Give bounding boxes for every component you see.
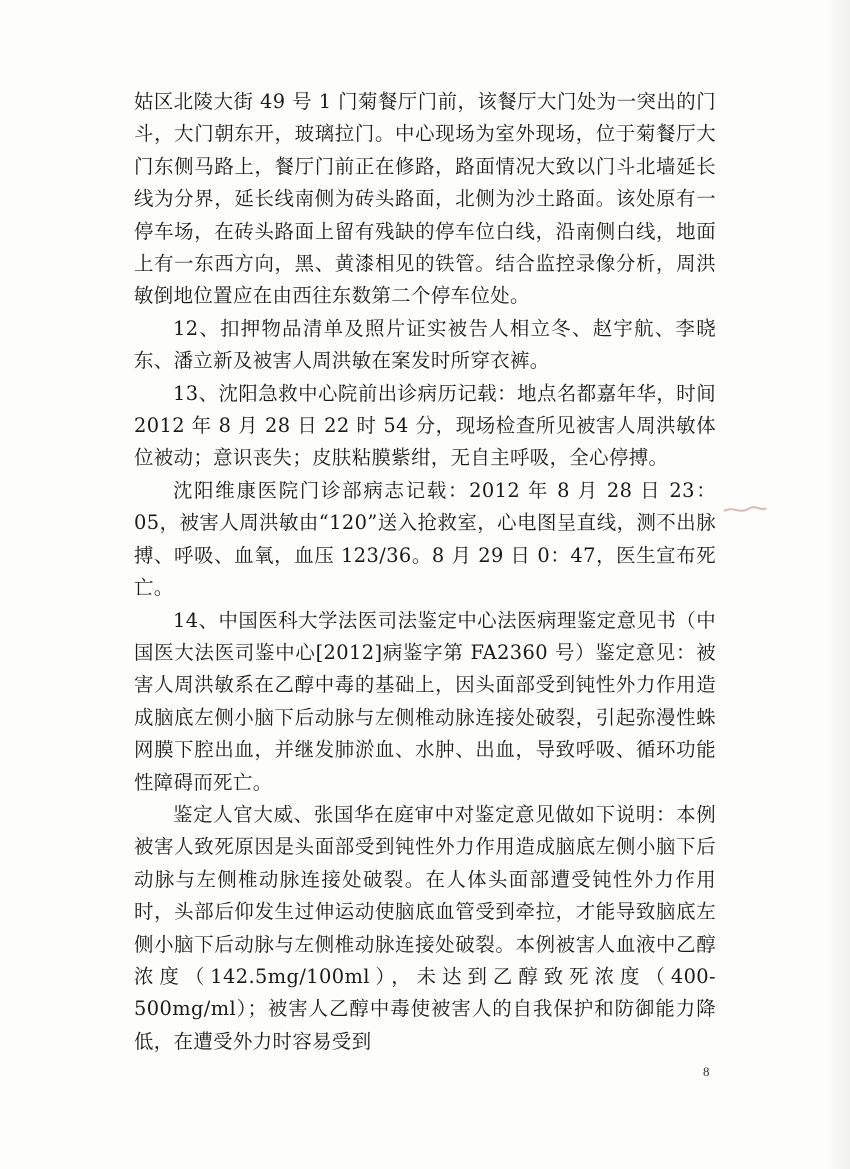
ink-smudge <box>722 502 768 518</box>
paragraph-expert-testimony: 鉴定人官大威、张国华在庭审中对鉴定意见做如下说明：本例被害人致死原因是头面部受到钝性外力作用造成脑底左侧小脑下后动脉与左侧椎动脉连接处破裂。在人体头面部遭受钝性外力作用时，头部后仰发生过伸运动使脑底血管受到牵拉，才能导致脑底左侧小脑下后动脉与左侧椎动脉连接处破裂。本例被害人血液中乙醇浓度（142.5mg/100ml），未达到乙醇致死浓度（400-500mg/ml）；被害人乙醇中毒使被害人的自我保护和防御能力降低，在遭受外力时容易受到 <box>134 802 716 1053</box>
paragraph-hospital-record: 沈阳维康医院门诊部病志记载：2012 年 8 月 28 日 23：05，被害人周洪敏由“120”送入抢救室，心电图呈直线，测不出脉搏、呼吸、血氧，血压 123/36。8 月 29 日 0：47，医生宣布死亡。 <box>134 478 716 600</box>
page-number: 8 <box>703 1064 710 1079</box>
paragraph-item-14: 14、中国医科大学法医司法鉴定中心法医病理鉴定意见书（中国医大法医司鉴中心[2012]病鉴字第 FA2360 号）鉴定意见：被害人周洪敏系在乙醇中毒的基础上，因头面部受到钝性外力作用造成脑底左侧小脑下后动脉与左侧椎动脉连接处破裂，引起弥漫性蛛网膜下腔出血，并继发肺淤血、水肿、出血，导致呼吸、循环功能性障碍而死亡。 <box>134 608 716 794</box>
paragraph-item-12: 12、扣押物品清单及照片证实被告人相立冬、赵宇航、李晓东、潘立新及被害人周洪敏在案发时所穿衣裤。 <box>134 316 716 373</box>
document-body <box>134 86 716 1058</box>
scan-shadow <box>826 0 850 1169</box>
paragraph-scene-description: 姑区北陵大街 49 号 1 门菊餐厅门前，该餐厅大门处为一突出的门斗，大门朝东开，玻璃拉门。中心现场为室外现场，位于菊餐厅大门东侧马路上，餐厅门前正在修路，路面情况大致以门斗北墙延长线为分界，延长线南侧为砖头路面，北侧为沙土路面。该处原有一停车场，在砖头路面上留有残缺的停车位白线，沿南侧白线，地面上有一东西方向，黑、黄漆相见的铁管。结合监控录像分析，周洪敏倒地位置应在由西往东数第二个停车位处。 <box>134 90 716 308</box>
paragraph-item-13: 13、沈阳急救中心院前出诊病历记载：地点名都嘉年华，时间 2012 年 8 月 28 日 22 时 54 分，现场检查所见被害人周洪敏体位被动；意识丧失；皮肤粘膜紫绀，无自主呼吸，全心停搏。 <box>134 381 716 470</box>
